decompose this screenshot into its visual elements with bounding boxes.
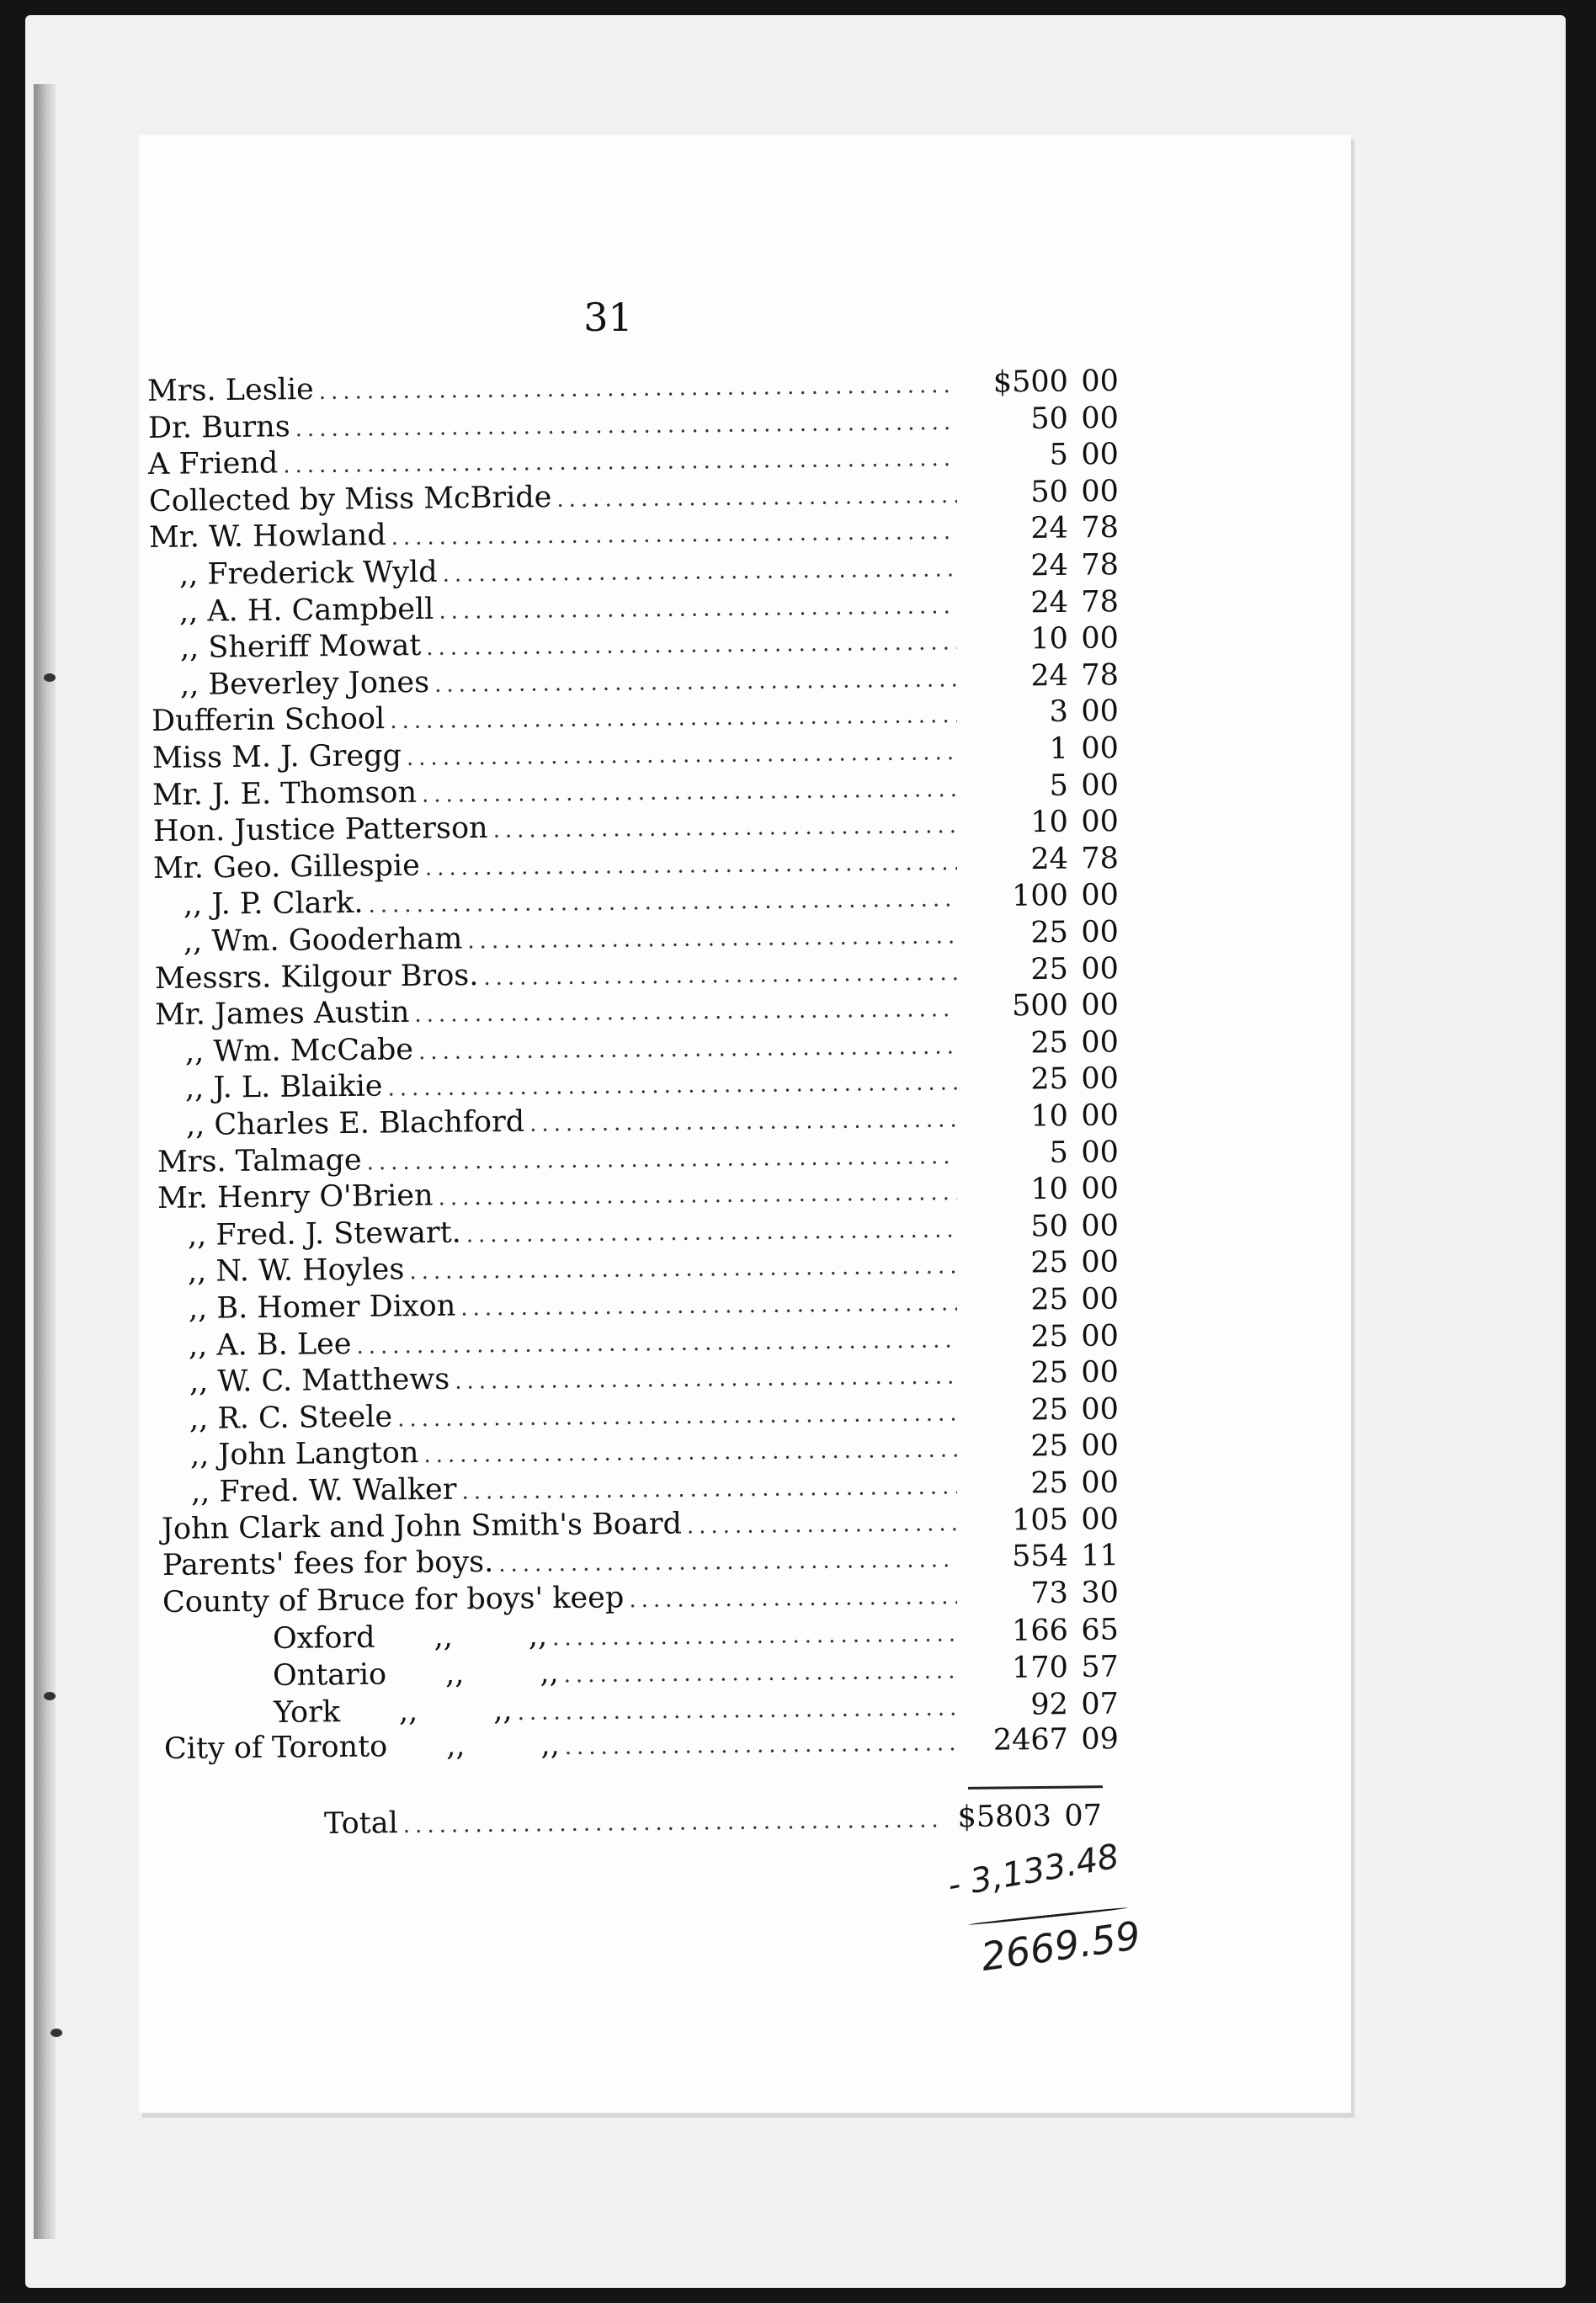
amount-cents: 00 xyxy=(1081,731,1120,766)
ditto-mark: ,, xyxy=(398,1694,418,1729)
amount-dollars: 25 xyxy=(1030,1466,1069,1501)
dot-leader xyxy=(517,1695,957,1725)
amount-cell xyxy=(964,1503,1119,1541)
contributor-name: ,, Wm. Gooderham xyxy=(183,922,463,959)
dot-leader xyxy=(426,630,957,661)
amount-dollars: 24 xyxy=(1030,585,1069,620)
contributor-name: ,, John Langton xyxy=(189,1436,419,1472)
amount-cell xyxy=(964,658,1119,697)
contributor-name: Parents' fees for boys. xyxy=(162,1545,494,1582)
contributor-name: ,, R. C. Steele xyxy=(189,1400,393,1436)
amount-cell xyxy=(964,438,1119,476)
amount-cents: 00 xyxy=(1081,878,1120,912)
amount-cents: 00 xyxy=(1081,1025,1120,1060)
amount-dollars: 92 xyxy=(1030,1688,1069,1722)
amount-dollars: 50 xyxy=(1030,475,1069,510)
contributor-name: ,, Frederick Wyld xyxy=(178,555,438,592)
amount-cents: 09 xyxy=(1081,1722,1120,1757)
amount-cell xyxy=(964,731,1119,770)
amount-dollars: 25 xyxy=(1030,1062,1069,1097)
contributor-name: Ontario xyxy=(272,1657,387,1693)
amount-cents: 11 xyxy=(1081,1539,1120,1573)
amount-cents: 00 xyxy=(1081,768,1120,803)
dot-leader xyxy=(366,1144,957,1175)
amount-cell xyxy=(964,1172,1119,1210)
total-dollars: $5803 xyxy=(957,1799,1052,1835)
contributor-name: Mr. W. Howland xyxy=(148,519,386,555)
amount-cents: 00 xyxy=(1081,1319,1120,1354)
amount-cell xyxy=(964,1613,1119,1651)
amount-cell xyxy=(964,1025,1119,1064)
total-cents: 07 xyxy=(1064,1799,1103,1833)
book-spine xyxy=(34,84,56,2239)
amount-dollars: 10 xyxy=(1030,1172,1069,1207)
spine-mark xyxy=(44,1692,56,1700)
dot-leader xyxy=(460,1290,957,1321)
contributor-name: Oxford xyxy=(272,1620,375,1656)
ditto-mark: ,, xyxy=(540,1728,560,1763)
amount-cents: 30 xyxy=(1081,1576,1120,1610)
ditto-mark: ,, xyxy=(444,1657,465,1691)
contributor-name: York xyxy=(273,1695,341,1730)
ditto-marks xyxy=(446,1728,560,1763)
handwritten-subtraction: - 3,133.48 xyxy=(944,1837,1122,1906)
amount-dollars: 166 xyxy=(1011,1614,1069,1648)
total-label: Total xyxy=(323,1806,399,1841)
amount-cents: 78 xyxy=(1081,841,1120,876)
ditto-mark: ,, xyxy=(434,1620,454,1654)
amount-dollars: 25 xyxy=(1030,1356,1069,1391)
amount-cents: 00 xyxy=(1081,694,1120,729)
ledger-page xyxy=(139,135,1351,2113)
dot-leader xyxy=(483,960,957,991)
dot-leader xyxy=(397,1401,957,1432)
amount-dollars: 25 xyxy=(1030,915,1069,950)
contributor-name: ,, J. P. Clark. xyxy=(183,886,364,922)
dot-leader xyxy=(368,886,957,917)
page-number: 31 xyxy=(583,295,633,340)
amount-cents: 00 xyxy=(1081,1061,1120,1096)
amount-dollars: 5 xyxy=(1049,438,1069,472)
amount-dollars: $500 xyxy=(992,364,1069,400)
amount-cents: 07 xyxy=(1081,1687,1120,1721)
dot-leader xyxy=(556,483,957,513)
amount-dollars: 10 xyxy=(1030,621,1069,657)
dot-leader xyxy=(565,1731,957,1760)
dot-leader xyxy=(434,667,957,697)
amount-cents: 00 xyxy=(1081,437,1120,472)
amount-cell xyxy=(964,915,1119,954)
contributor-name: Collected by Miss McBride xyxy=(148,480,552,519)
amount-cell xyxy=(964,1355,1119,1394)
amount-cents: 00 xyxy=(1081,1465,1120,1500)
amount-cents: 78 xyxy=(1081,510,1120,545)
contributor-name: ,, B. Homer Dixon xyxy=(188,1289,456,1326)
contributor-name: ,, Fred. W. Walker xyxy=(190,1472,457,1509)
amount-cents: 00 xyxy=(1081,364,1120,399)
amount-cents: 00 xyxy=(1081,988,1120,1023)
amount-cell xyxy=(964,805,1119,843)
amount-cell xyxy=(964,585,1119,624)
amount-cents: 00 xyxy=(1081,1282,1120,1316)
amount-dollars: 10 xyxy=(1030,1099,1069,1134)
amount-cents: 00 xyxy=(1081,1428,1120,1463)
amount-cents: 00 xyxy=(1081,1209,1120,1243)
amount-cell xyxy=(964,475,1119,513)
amount-dollars: 554 xyxy=(1011,1539,1069,1574)
amount-cell xyxy=(964,1098,1119,1137)
amount-cell xyxy=(964,511,1119,550)
amount-cell xyxy=(964,1209,1119,1247)
contributor-name: Mrs. Leslie xyxy=(146,372,314,408)
amount-cents: 00 xyxy=(1081,1355,1120,1390)
dot-leader xyxy=(438,1180,957,1210)
dot-leader xyxy=(425,850,957,881)
contributor-name: ,, A. B. Lee xyxy=(188,1327,352,1363)
amount-dollars: 1 xyxy=(1049,731,1069,766)
amount-cents: 78 xyxy=(1081,548,1120,582)
dot-leader xyxy=(319,373,957,405)
ditto-mark: ,, xyxy=(446,1729,466,1763)
amount-cents: 00 xyxy=(1081,401,1120,436)
dot-leader xyxy=(387,1070,957,1101)
amount-dollars: 105 xyxy=(1011,1503,1069,1538)
ditto-marks xyxy=(399,1694,513,1728)
amount-cents: 00 xyxy=(1081,1098,1120,1133)
amount-cents: 65 xyxy=(1081,1613,1120,1647)
amount-cell xyxy=(964,402,1119,440)
entry-cell xyxy=(164,1724,964,1769)
spine-mark xyxy=(51,2029,62,2037)
dot-leader xyxy=(439,593,957,624)
contributor-name: Mr. Geo. Gillespie xyxy=(152,848,421,886)
amount-cents: 78 xyxy=(1081,658,1120,693)
amount-cents: 57 xyxy=(1081,1650,1120,1684)
amount-cell xyxy=(964,1428,1119,1467)
dot-leader xyxy=(391,519,957,550)
dot-leader xyxy=(552,1621,957,1651)
dot-leader xyxy=(455,1364,957,1394)
amount-cell xyxy=(964,878,1119,917)
amount-cell xyxy=(964,621,1119,660)
contributor-name: John Clark and John Smith's Board xyxy=(161,1507,683,1546)
dot-leader xyxy=(687,1511,957,1539)
dot-leader xyxy=(423,1437,957,1468)
contributor-name: ,, J. L. Blaikie xyxy=(184,1069,383,1105)
amount-dollars: 25 xyxy=(1030,1393,1069,1428)
contributor-name: Hon. Justice Patterson xyxy=(152,811,488,848)
amount-cents: 78 xyxy=(1081,585,1120,620)
dot-leader xyxy=(403,1807,940,1838)
ditto-marks xyxy=(434,1620,547,1654)
amount-dollars: 25 xyxy=(1030,1026,1069,1061)
contributor-name: Dufferin School xyxy=(151,702,386,738)
amount-cell xyxy=(964,364,1119,403)
amount-dollars: 2467 xyxy=(992,1722,1069,1758)
contributor-name: ,, Fred. J. Stewart. xyxy=(187,1215,461,1253)
total-label-cell xyxy=(324,1800,947,1844)
dot-leader xyxy=(443,556,958,587)
dot-leader xyxy=(466,1217,957,1247)
contributor-name: Mrs. Talmage xyxy=(157,1143,362,1179)
amount-cell xyxy=(964,769,1119,807)
contributor-name: ,, Charles E. Blachford xyxy=(185,1104,525,1142)
amount-cents: 00 xyxy=(1081,1172,1120,1206)
amount-cell xyxy=(964,1136,1119,1174)
amount-dollars: 100 xyxy=(1011,878,1069,913)
dot-leader xyxy=(390,703,957,734)
amount-dollars: 25 xyxy=(1030,1246,1069,1280)
amount-dollars: 24 xyxy=(1030,842,1069,877)
dot-leader xyxy=(422,777,957,808)
amount-cell xyxy=(964,1282,1119,1321)
amount-dollars: 50 xyxy=(1030,1210,1069,1244)
handwritten-result: 2669.59 xyxy=(978,1912,1144,1980)
contributor-name: Messrs. Kilgour Bros. xyxy=(154,958,479,996)
contributor-name: Dr. Burns xyxy=(147,410,290,445)
dot-leader xyxy=(492,813,957,843)
contributor-name: Mr. James Austin xyxy=(154,995,410,1032)
amount-cents: 00 xyxy=(1081,1503,1120,1537)
dot-leader xyxy=(498,1547,957,1577)
dot-leader xyxy=(418,1034,957,1065)
amount-cents: 00 xyxy=(1081,1245,1120,1279)
dot-leader xyxy=(409,1253,957,1284)
amount-cell xyxy=(964,1539,1119,1577)
amount-dollars: 50 xyxy=(1030,402,1069,437)
amount-dollars: 5 xyxy=(1049,1136,1069,1170)
dot-leader xyxy=(283,446,957,478)
amount-cell xyxy=(964,1576,1119,1614)
amount-dollars: 25 xyxy=(1030,1320,1069,1354)
contributor-name: ,, Wm. McCabe xyxy=(184,1033,414,1069)
amount-cents: 00 xyxy=(1081,952,1120,987)
contributor-name: Miss M. J. Gregg xyxy=(152,738,402,775)
dot-leader xyxy=(629,1584,957,1613)
amount-dollars: 500 xyxy=(1011,988,1069,1024)
amount-cell xyxy=(964,988,1119,1027)
ditto-mark: ,, xyxy=(493,1694,513,1728)
ditto-mark: ,, xyxy=(528,1619,548,1653)
contributor-name: County of Bruce for boys' keep xyxy=(162,1581,625,1620)
amount-cents: 00 xyxy=(1081,804,1120,839)
amount-dollars: 25 xyxy=(1030,1429,1069,1464)
spine-mark xyxy=(44,673,56,682)
amount-cell xyxy=(964,842,1119,880)
contributor-name: ,, Sheriff Mowat xyxy=(179,629,422,665)
contributor-name: City of Toronto xyxy=(163,1730,388,1766)
contributor-name: ,, N. W. Hoyles xyxy=(187,1253,405,1289)
amount-cell xyxy=(964,694,1119,733)
amount-dollars: 170 xyxy=(1011,1651,1069,1685)
amount-cents: 00 xyxy=(1081,1392,1120,1427)
amount-cell xyxy=(964,1061,1119,1100)
amount-cell xyxy=(964,1392,1119,1431)
amount-dollars: 3 xyxy=(1049,694,1069,729)
amount-cents: 00 xyxy=(1081,1136,1120,1170)
contributor-name: ,, A. H. Campbell xyxy=(178,592,434,629)
contributor-name: A Friend xyxy=(147,446,279,481)
dot-leader xyxy=(414,997,957,1028)
total-amount xyxy=(947,1799,1102,1838)
amount-dollars: 73 xyxy=(1030,1576,1069,1611)
amount-dollars: 10 xyxy=(1030,805,1069,840)
contributor-name: ,, Beverley Jones xyxy=(179,665,430,702)
amount-cell xyxy=(964,1465,1119,1504)
dot-leader xyxy=(461,1474,957,1504)
amount-cell xyxy=(964,1687,1119,1726)
amount-cents: 00 xyxy=(1081,474,1120,509)
amount-dollars: 24 xyxy=(1030,511,1069,546)
amount-cents: 00 xyxy=(1081,915,1120,949)
amount-cents: 00 xyxy=(1081,621,1120,656)
total-rule xyxy=(968,1785,1103,1790)
dot-leader xyxy=(407,740,957,771)
contributor-name: Mr. J. E. Thomson xyxy=(152,775,418,812)
amount-dollars: 25 xyxy=(1030,1283,1069,1317)
amount-cell xyxy=(964,1650,1119,1689)
contributor-name: ,, W. C. Matthews xyxy=(189,1362,450,1399)
amount-dollars: 25 xyxy=(1030,952,1069,987)
amount-cell xyxy=(964,1245,1119,1284)
ditto-marks xyxy=(445,1656,559,1690)
dot-leader xyxy=(467,923,957,954)
amount-cell xyxy=(964,1722,1119,1761)
amount-dollars: 24 xyxy=(1030,658,1069,694)
dot-leader xyxy=(564,1658,958,1688)
amount-cell xyxy=(964,952,1119,991)
amount-dollars: 24 xyxy=(1030,548,1069,583)
dot-leader xyxy=(295,410,958,442)
contributor-name: Mr. Henry O'Brien xyxy=(157,1178,434,1215)
dot-leader xyxy=(529,1107,957,1136)
amount-cell xyxy=(964,548,1119,587)
amount-dollars: 5 xyxy=(1049,769,1069,803)
amount-cell xyxy=(964,1319,1119,1358)
ditto-mark: ,, xyxy=(540,1656,559,1690)
dot-leader xyxy=(356,1327,957,1359)
